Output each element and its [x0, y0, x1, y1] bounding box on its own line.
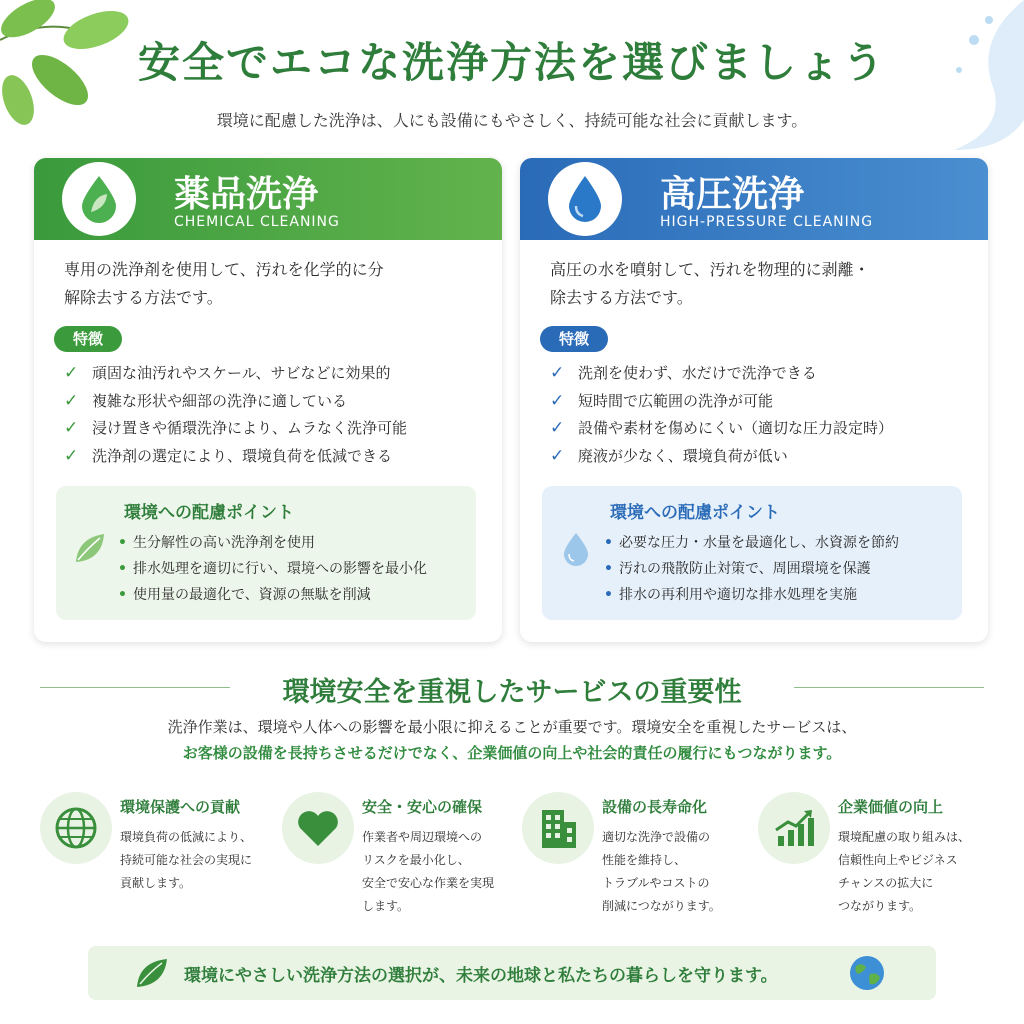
check-icon: ✓ — [550, 363, 565, 383]
feature-text: 頑固な油汚れやスケール、サビなどに効果的 — [92, 364, 391, 382]
chemical-description — [64, 256, 474, 312]
benefit-text: 環境負荷の低減により、 持続可能な社会の実現に 貢献します。 — [120, 830, 253, 890]
chemical-features-list — [64, 360, 407, 470]
eco-point-item: • 排水処理を適切に行い、環境への影響を最小化 — [118, 561, 427, 577]
benefit-text: 作業者や周辺環境への リスクを最小化し、 安全で安心な作業を実現 します。 — [362, 830, 495, 913]
benefit-safety — [282, 792, 522, 922]
check-icon: ✓ — [64, 418, 79, 438]
check-icon: ✓ — [64, 363, 79, 383]
eco-points-title: 環境への配慮ポイント — [610, 503, 780, 523]
pressure-eco-points-list — [604, 530, 899, 608]
feature-item — [64, 415, 407, 443]
earth-icon — [848, 954, 886, 992]
chemical-eco-points-list — [118, 530, 427, 608]
feature-item — [64, 388, 407, 416]
chemical-features-label: 特徴 — [54, 326, 122, 352]
feature-item — [64, 443, 407, 471]
benefit-title: 環境保護への貢献 — [120, 798, 241, 816]
page-subtitle: 環境に配慮した洗浄は、人にも設備にもやさしく、持続可能な社会に貢献します。 — [216, 111, 808, 130]
eco-point-item: • 生分解性の高い洗浄剤を使用 — [118, 535, 315, 551]
feature-text: 洗浄剤の選定により、環境負荷を低減できる — [92, 446, 393, 465]
water-drop-icon — [548, 162, 622, 236]
benefit-environment — [40, 792, 280, 922]
footer-banner — [88, 946, 936, 1000]
feature-item — [550, 388, 893, 416]
benefit-longevity — [522, 792, 762, 922]
eco-point-text: 生分解性の高い洗浄剤を使用 — [132, 535, 315, 551]
feature-text: 浸け置きや循環洗浄により、ムラなく洗浄可能 — [92, 419, 408, 437]
eco-point-text: 汚れの飛散防止対策で、周囲環境を保護 — [618, 561, 871, 577]
pressure-features-list — [550, 360, 893, 470]
feature-text: 廃液が少なく、環境負荷が低い — [578, 446, 788, 465]
importance-highlight: お客様の設備を長持ちさせるだけでなく、企業価値の向上や社会的責任の履行にもつながります。 — [182, 744, 842, 762]
pressure-card-header — [520, 158, 988, 240]
growth-chart-icon — [758, 792, 830, 864]
feature-item — [550, 360, 893, 388]
chemical-description-line: 解除去する方法です。 — [64, 288, 223, 307]
chemical-card-title: 薬品洗浄 — [174, 173, 319, 215]
check-icon: ✓ — [550, 390, 565, 411]
pressure-card-title: 高圧洗浄 — [660, 173, 805, 215]
eco-point-item: • 排水の再利用や適切な排水処理を実施 — [604, 587, 857, 603]
feature-text: 設備や素材を傷めにくい（適切な圧力設定時） — [578, 419, 894, 437]
feature-text: 複雑な形状や細部の洗浄に適している — [92, 391, 348, 410]
feature-text: 洗剤を使わず、水だけで洗浄できる — [578, 364, 817, 382]
importance-paragraph: 洗浄作業は、環境や人体への影響を最小限に抑えることが重要です。環境安全を重視したサービスは、 — [167, 718, 857, 736]
eco-point-item: • 汚れの飛散防止対策で、周囲環境を保護 — [604, 561, 871, 577]
check-icon: ✓ — [550, 445, 565, 466]
eco-point-item: • 使用量の最適化で、資源の無駄を削減 — [118, 587, 371, 603]
water-drop-icon — [558, 530, 594, 566]
pressure-description-line: 高圧の水を噴射して、汚れを物理的に剥離・ — [550, 260, 870, 279]
building-icon — [522, 792, 594, 864]
benefit-corporate-value — [758, 792, 998, 922]
page-title: 安全でエコな洗浄方法を選びましょう — [137, 38, 886, 87]
check-icon: ✓ — [550, 418, 565, 438]
feature-item — [64, 360, 407, 388]
chemical-cleaning-card — [34, 158, 502, 642]
check-icon: ✓ — [64, 445, 79, 466]
leaf-drop-icon — [62, 162, 136, 236]
eco-point-text: 使用量の最適化で、資源の無駄を削減 — [132, 587, 371, 603]
benefit-text: 環境配慮の取り組みは、 信頼性向上やビジネス チャンスの拡大に つながります。 — [838, 830, 971, 913]
eco-points-title: 環境への配慮ポイント — [124, 503, 294, 523]
eco-point-text: 必要な圧力・水量を最適化し、水資源を節約 — [618, 535, 899, 551]
chemical-card-subtitle: CHEMICAL CLEANING — [174, 214, 340, 230]
pressure-eco-points-box — [542, 486, 962, 620]
eco-point-text: 排水処理を適切に行い、環境への影響を最小化 — [132, 561, 427, 577]
footer-message: 環境にやさしい洗浄方法の選択が、未来の地球と私たちの暮らしを守ります。 — [184, 966, 778, 986]
globe-icon — [40, 792, 112, 864]
benefit-title: 安全・安心の確保 — [362, 798, 483, 816]
pressure-card-subtitle: HIGH-PRESSURE CLEANING — [660, 214, 874, 230]
eco-point-text: 排水の再利用や適切な排水処理を実施 — [618, 587, 857, 603]
importance-title: 環境安全を重視したサービスの重要性 — [282, 677, 742, 708]
leaf-icon — [72, 530, 108, 566]
chemical-description-line: 専用の洗浄剤を使用して、汚れを化学的に分 — [64, 260, 384, 279]
check-icon: ✓ — [64, 390, 79, 411]
benefit-title: 設備の長寿命化 — [602, 798, 708, 816]
feature-item — [550, 443, 893, 471]
chemical-eco-points-box — [56, 486, 476, 620]
high-pressure-cleaning-card — [520, 158, 988, 642]
leaf-icon — [134, 956, 170, 990]
benefit-text: 適切な洗浄で設備の 性能を維持し、 トラブルやコストの 削減につながります。 — [602, 830, 721, 913]
heart-icon — [282, 792, 354, 864]
pressure-features-label: 特徴 — [540, 326, 608, 352]
pressure-description-line: 除去する方法です。 — [550, 288, 693, 307]
feature-item — [550, 415, 893, 443]
chemical-card-header — [34, 158, 502, 240]
feature-text: 短時間で広範囲の洗浄が可能 — [578, 391, 774, 410]
benefit-title: 企業価値の向上 — [838, 798, 944, 816]
eco-point-item: • 必要な圧力・水量を最適化し、水資源を節約 — [604, 535, 899, 551]
pressure-description — [550, 256, 960, 312]
